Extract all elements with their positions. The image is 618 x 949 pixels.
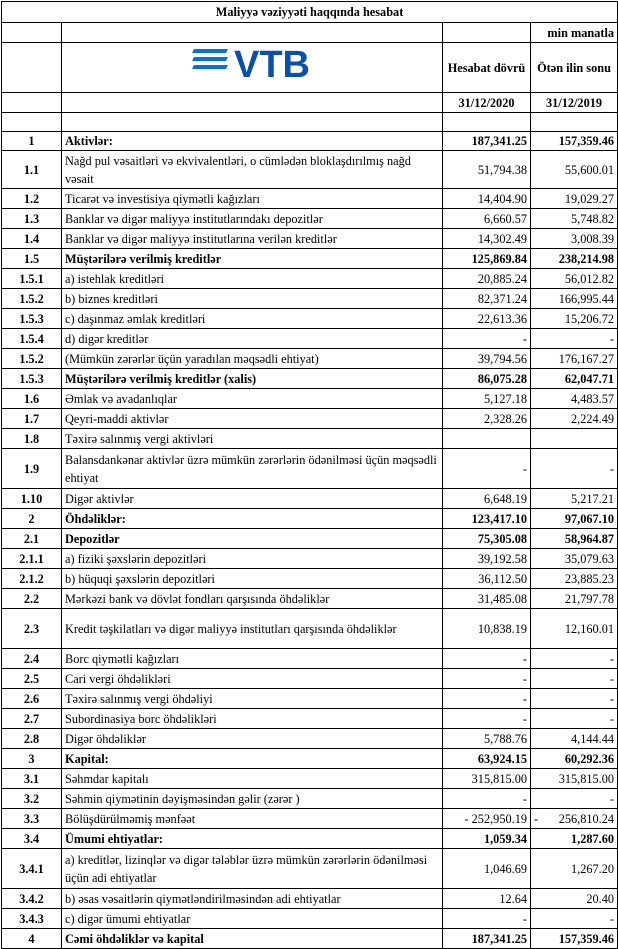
value-current: - 252,950.19 <box>443 809 531 829</box>
row-number: 1.1 <box>2 151 62 189</box>
table-row <box>2 329 618 349</box>
row-label: Öhdəliklər: <box>62 509 443 529</box>
row-number: 4 <box>2 929 62 949</box>
value-prev: 62,047.71 <box>531 369 618 389</box>
value-current: - <box>443 789 531 809</box>
table-row <box>2 389 618 409</box>
table-row <box>2 369 618 389</box>
value-prev: 21,797.78 <box>531 589 618 609</box>
row-label: Səhmin qiymətinin dəyişməsindən gəlir (zərər ) <box>62 789 443 809</box>
table-row <box>2 309 618 329</box>
row-label: c) daşınmaz əmlak kreditləri <box>62 309 443 329</box>
row-label: Təxirə salınmış vergi öhdəliyi <box>62 689 443 709</box>
row-number: 1.5 <box>2 249 62 269</box>
row-number: 2.7 <box>2 709 62 729</box>
value-prev: 157,359.46 <box>531 929 618 949</box>
table-row <box>2 849 618 889</box>
value-prev <box>531 429 618 449</box>
table-row <box>2 609 618 649</box>
value-prev: 55,600.01 <box>531 151 618 189</box>
table-row <box>2 689 618 709</box>
row-label: Mərkəzi bank və dövlət fondları qarşısında öhdəliklər <box>62 589 443 609</box>
value-current: 6,660.57 <box>443 209 531 229</box>
value-current: - <box>443 709 531 729</box>
row-number: 3.2 <box>2 789 62 809</box>
value-current: 5,127.18 <box>443 389 531 409</box>
table-row <box>2 569 618 589</box>
row-label: Digər aktivlər <box>62 489 443 509</box>
row-number: 1.5.3 <box>2 369 62 389</box>
value-prev: - <box>531 909 618 929</box>
value-current: 51,794.38 <box>443 151 531 189</box>
row-number: 2.5 <box>2 669 62 689</box>
table-row <box>2 589 618 609</box>
value-current: 20,885.24 <box>443 269 531 289</box>
row-number: 1.10 <box>2 489 62 509</box>
row-label: Əmlak və avadanlıqlar <box>62 389 443 409</box>
row-number: 2.1.2 <box>2 569 62 589</box>
row-label: a) fiziki şəxslərin depozitləri <box>62 549 443 569</box>
table-row <box>2 889 618 909</box>
value-current: - <box>443 329 531 349</box>
row-number: 3.1 <box>2 769 62 789</box>
table-row <box>2 151 618 189</box>
row-label: Balansdankənar aktivlər üzrə mümkün zərərlərin ödənilməsi üçün məqsədli ehtiyat <box>62 449 443 489</box>
value-prev: 4,144.44 <box>531 729 618 749</box>
row-number: 1.7 <box>2 409 62 429</box>
row-label: Cari vergi öhdəlikləri <box>62 669 443 689</box>
value-prev: 19,029.27 <box>531 189 618 209</box>
value-prev: 58,964.87 <box>531 529 618 549</box>
row-label: c) digər ümumi ehtiyatlar <box>62 909 443 929</box>
value-current: 14,302.49 <box>443 229 531 249</box>
row-label: Kredit təşkilatları və digər maliyyə institutları qarşısında öhdəliklər <box>62 609 443 649</box>
row-number: 1.4 <box>2 229 62 249</box>
value-current: 315,815.00 <box>443 769 531 789</box>
table-row <box>2 769 618 789</box>
row-number: 1.5.2 <box>2 349 62 369</box>
value-current: 75,305.08 <box>443 529 531 549</box>
value-current: 2,328.26 <box>443 409 531 429</box>
row-number: 2.4 <box>2 649 62 669</box>
value-current: 5,788.76 <box>443 729 531 749</box>
table-row <box>2 229 618 249</box>
row-label: Borc qiymətli kağızları <box>62 649 443 669</box>
row-label: Müştərilərə verilmiş kreditlər <box>62 249 443 269</box>
table-row <box>2 789 618 809</box>
row-label: Ticarət və investisiya qiymətli kağızları <box>62 189 443 209</box>
row-label: Cəmi öhdəliklər və kapital <box>62 929 443 949</box>
row-label: Banklar və digər maliyyə institutlarındakı depozitlər <box>62 209 443 229</box>
value-current: 6,648.19 <box>443 489 531 509</box>
row-label: b) hüquqi şəxslərin depozitləri <box>62 569 443 589</box>
value-current: 86,075.28 <box>443 369 531 389</box>
table-row <box>2 189 618 209</box>
vtb-logo <box>190 43 315 87</box>
table-row <box>2 429 618 449</box>
value-prev: 12,160.01 <box>531 609 618 649</box>
value-current: 1,059.34 <box>443 829 531 849</box>
value-prev: 20.40 <box>531 889 618 909</box>
value-prev: 157,359.46 <box>531 132 618 151</box>
value-prev: - <box>531 709 618 729</box>
table-row <box>2 809 618 829</box>
row-number: 2.1 <box>2 529 62 549</box>
value-current: - <box>443 909 531 929</box>
row-label: b) əsas vəsaitlərin qiymətləndirilməsindən adi ehtiyatlar <box>62 889 443 909</box>
value-current: 82,371.24 <box>443 289 531 309</box>
logo-cell <box>62 43 443 93</box>
row-number: 3.4.2 <box>2 889 62 909</box>
row-number: 3.4.1 <box>2 849 62 889</box>
table-row <box>2 249 618 269</box>
table-row <box>2 909 618 929</box>
value-current: 39,192.58 <box>443 549 531 569</box>
value-prev: 5,748.82 <box>531 209 618 229</box>
value-prev: 60,292.36 <box>531 749 618 769</box>
value-prev: - <box>531 649 618 669</box>
value-current: 125,869.84 <box>443 249 531 269</box>
value-prev: 35,079.63 <box>531 549 618 569</box>
row-label: Subordinasiya borc öhdəlikləri <box>62 709 443 729</box>
value-current: 63,924.15 <box>443 749 531 769</box>
value-current: - <box>443 449 531 489</box>
value-current: 1,046.69 <box>443 849 531 889</box>
row-label: Müştərilərə verilmiş kreditlər (xalis) <box>62 369 443 389</box>
minus-sign: - <box>534 811 539 826</box>
value-prev: 315,815.00 <box>531 769 618 789</box>
table-row <box>2 209 618 229</box>
value-current: 187,341.25 <box>443 929 531 949</box>
value-prev: 176,167.27 <box>531 349 618 369</box>
value-current: 10,838.19 <box>443 609 531 649</box>
row-label: a) istehlak kreditləri <box>62 269 443 289</box>
value-prev: 166,995.44 <box>531 289 618 309</box>
row-number: 3 <box>2 749 62 769</box>
table-row <box>2 289 618 309</box>
value-current: 187,341.25 <box>443 132 531 151</box>
row-number: 3.4 <box>2 829 62 849</box>
value-current: 22,613.36 <box>443 309 531 329</box>
row-number: 3.4.3 <box>2 909 62 929</box>
value-current: 31,485.08 <box>443 589 531 609</box>
row-label: Digər öhdəliklər <box>62 729 443 749</box>
logo-text: VTB <box>233 44 310 86</box>
col-current-header: Hesabat dövrü <box>443 43 531 93</box>
row-number: 1.2 <box>2 189 62 209</box>
value-current: - <box>443 669 531 689</box>
value-prev: - <box>531 449 618 489</box>
value-prev: - <box>531 789 618 809</box>
row-number: 2.6 <box>2 689 62 709</box>
row-label: Aktivlər: <box>62 132 443 151</box>
table-row <box>2 449 618 489</box>
value-prev: 2,224.49 <box>531 409 618 429</box>
date-prev: 31/12/2019 <box>531 93 618 113</box>
table-row <box>2 709 618 729</box>
row-number: 1.9 <box>2 449 62 489</box>
table-row <box>2 669 618 689</box>
row-label: d) digər kreditlər <box>62 329 443 349</box>
row-label: Bölüşdürülməmiş mənfəət <box>62 809 443 829</box>
row-label: Ümumi ehtiyatlar: <box>62 829 443 849</box>
value-prev: 1,287.60 <box>531 829 618 849</box>
row-label: Təxirə salınmış vergi aktivləri <box>62 429 443 449</box>
row-label: Banklar və digər maliyyə institutlarına verilən kreditlər <box>62 229 443 249</box>
value-prev: 23,885.23 <box>531 569 618 589</box>
row-number: 1.3 <box>2 209 62 229</box>
balance-sheet-table <box>1 1 618 949</box>
value-current: 36,112.50 <box>443 569 531 589</box>
row-number: 1.5.2 <box>2 289 62 309</box>
row-number: 1.5.4 <box>2 329 62 349</box>
date-current: 31/12/2020 <box>443 93 531 113</box>
row-number: 1.6 <box>2 389 62 409</box>
row-number: 1.5.3 <box>2 309 62 329</box>
value-prev: 97,067.10 <box>531 509 618 529</box>
value-prev: 56,012.82 <box>531 269 618 289</box>
table-row <box>2 269 618 289</box>
table-row <box>2 749 618 769</box>
row-label: Qeyri-maddi aktivlər <box>62 409 443 429</box>
row-number: 3.3 <box>2 809 62 829</box>
value-current <box>443 429 531 449</box>
value-current: 12.64 <box>443 889 531 909</box>
table-row <box>2 649 618 669</box>
table-row <box>2 729 618 749</box>
value-current: 39,794.56 <box>443 349 531 369</box>
row-number: 2 <box>2 509 62 529</box>
row-label: Kapital: <box>62 749 443 769</box>
value-current: - <box>443 649 531 669</box>
row-number: 2.2 <box>2 589 62 609</box>
value-prev <box>531 809 618 829</box>
table-row <box>2 409 618 429</box>
row-label: b) biznes kreditləri <box>62 289 443 309</box>
value-prev: 5,217.21 <box>531 489 618 509</box>
value-current: 123,417.10 <box>443 509 531 529</box>
units-label: min manatla <box>531 23 618 43</box>
row-label: Nağd pul vəsaitləri və ekvivalentləri, o cümlədən bloklaşdırılmış nağd vəsait <box>62 151 443 189</box>
value-prev: - <box>531 329 618 349</box>
value-prev: - <box>531 689 618 709</box>
row-number: 1 <box>2 132 62 151</box>
table-row <box>2 489 618 509</box>
value-prev: 15,206.72 <box>531 309 618 329</box>
row-number: 2.3 <box>2 609 62 649</box>
report-title: Maliyyə vəziyyəti haqqında hesabat <box>2 2 618 23</box>
row-number: 1.5.1 <box>2 269 62 289</box>
value-prev: 1,267.20 <box>531 849 618 889</box>
value-current: - <box>443 689 531 709</box>
table-row <box>2 132 618 151</box>
table-row <box>2 349 618 369</box>
row-number: 2.8 <box>2 729 62 749</box>
table-row <box>2 549 618 569</box>
col-prev-header: Ötən ilin sonu <box>531 43 618 93</box>
value-prev: 4,483.57 <box>531 389 618 409</box>
row-label: Səhmdar kapitalı <box>62 769 443 789</box>
table-row <box>2 509 618 529</box>
row-label: a) kreditlər, lizinqlər və digər tələblər üzrə mümkün zərərlərin ödənilməsi üçün adi ehtiyatlar <box>62 849 443 889</box>
row-number: 1.8 <box>2 429 62 449</box>
table-row <box>2 529 618 549</box>
row-label: (Mümkün zərərlər üçün yaradılan məqsədli ehtiyat) <box>62 349 443 369</box>
value-prev: 3,008.39 <box>531 229 618 249</box>
row-number: 2.1.1 <box>2 549 62 569</box>
value-prev: - <box>531 669 618 689</box>
table-row <box>2 829 618 849</box>
value-prev: 238,214.98 <box>531 249 618 269</box>
value-prev-number: 256,810.24 <box>558 811 615 826</box>
row-label: Depozitlər <box>62 529 443 549</box>
value-current: 14,404.90 <box>443 189 531 209</box>
